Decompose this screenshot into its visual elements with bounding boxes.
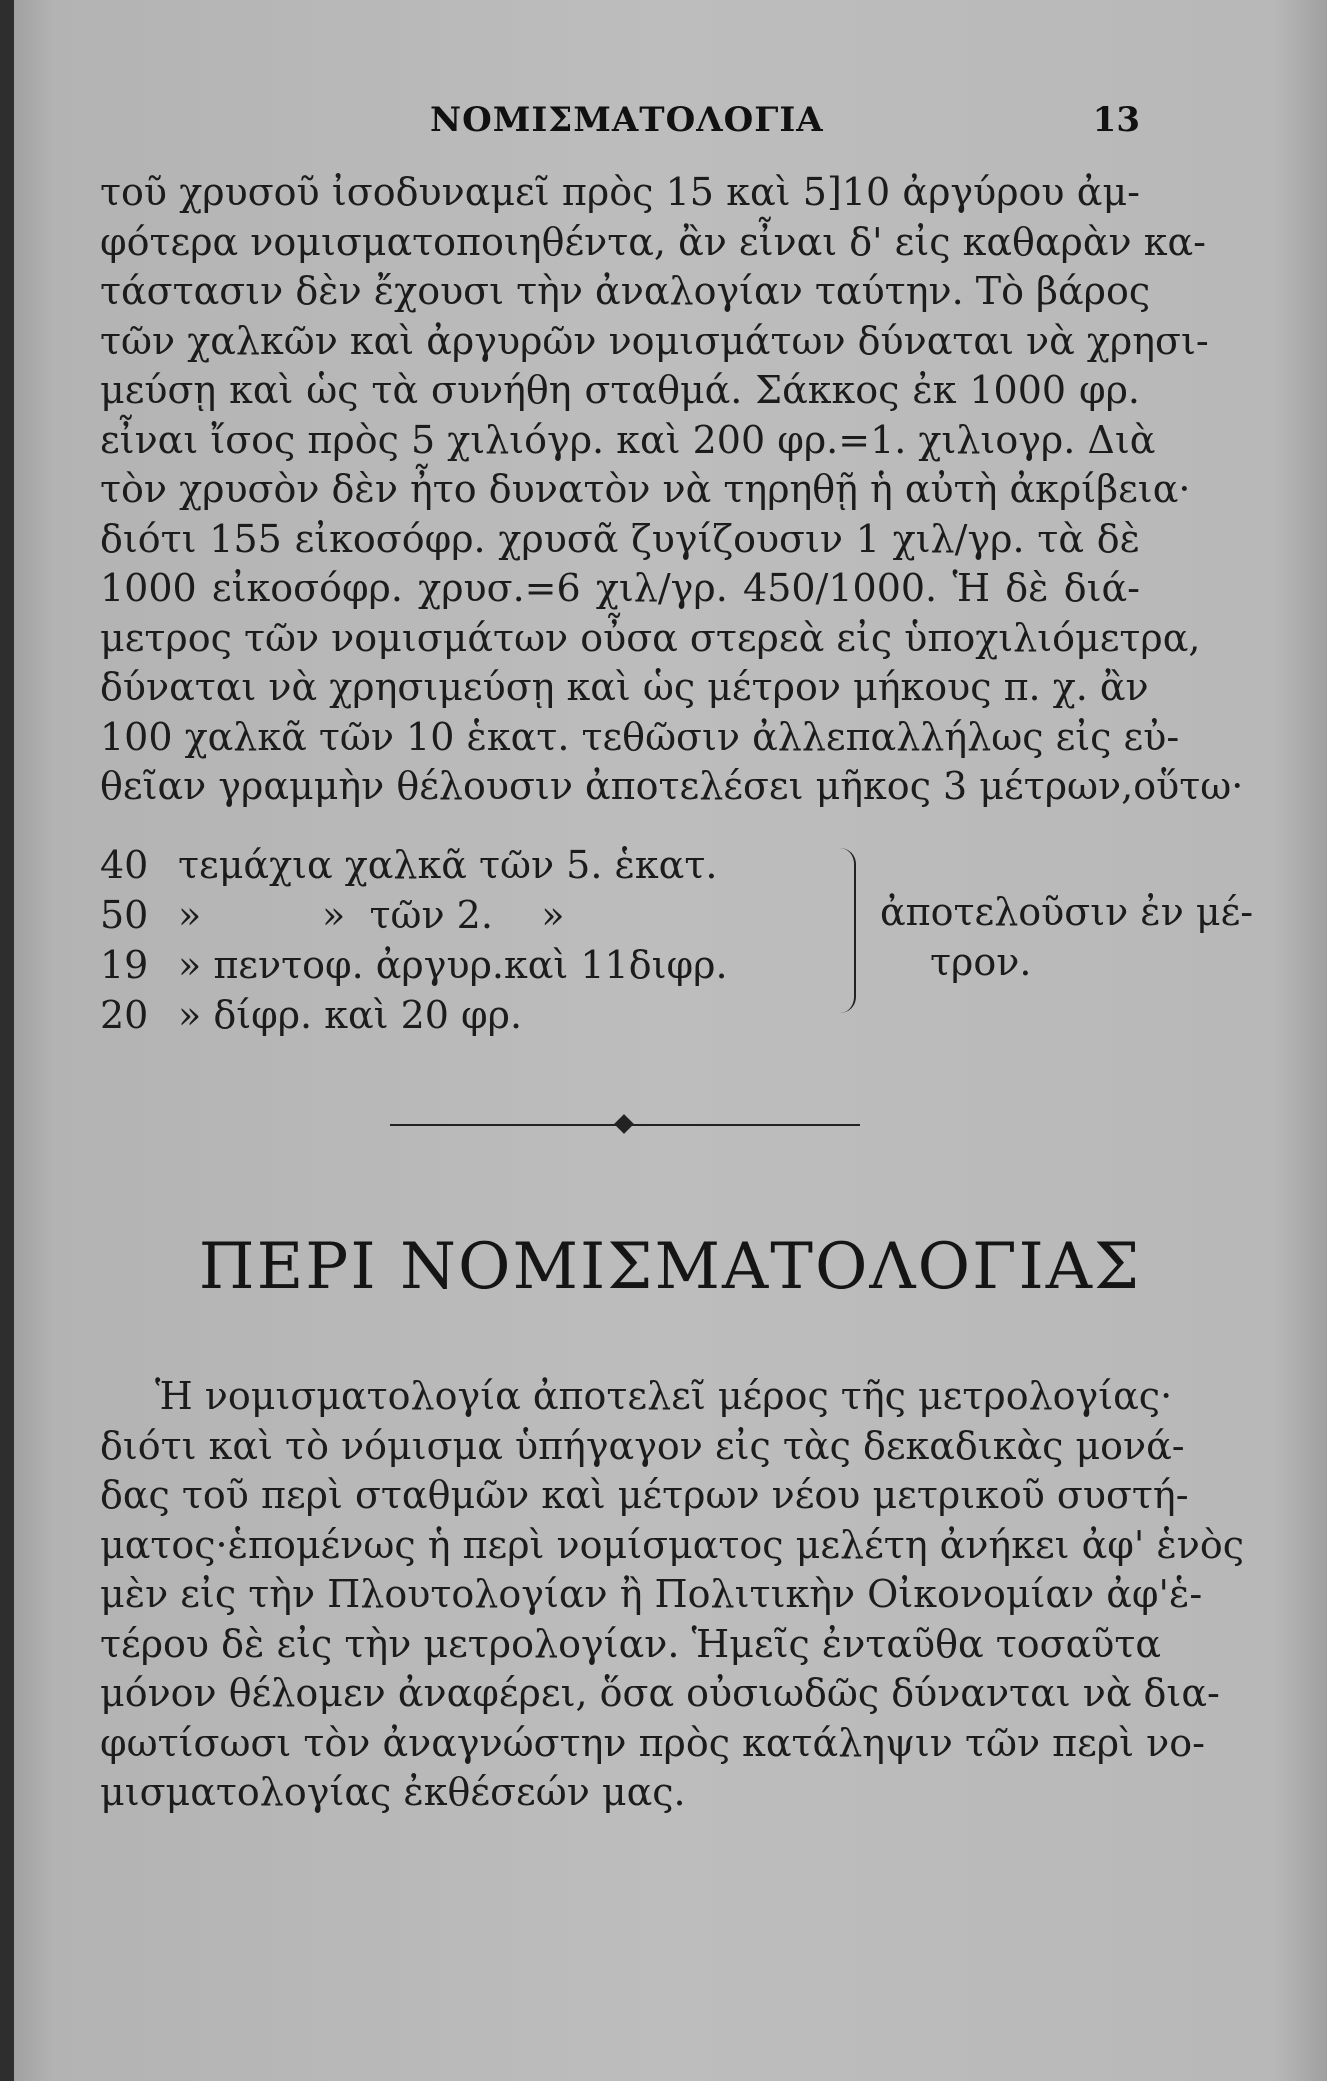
text-line: 1000 εἰκοσόφρ. χρυσ.=6 χιλ/γρ. 450/1000. Ἡ δὲ διά- <box>100 566 1140 610</box>
coin-count: 50 <box>100 893 149 937</box>
coin-description: » » τῶν 2. » <box>178 893 565 937</box>
text-line: διότι 155 εἰκοσόφρ. χρυσᾶ ζυγίζουσιν 1 χιλ/γρ. τὰ δὲ <box>100 516 1140 561</box>
brace-annotation: τρον. <box>930 940 1032 984</box>
text-line: τέρου δὲ εἰς τὴν μετρολογίαν. Ἡμεῖς ἐνταῦθα τοσαῦτα <box>100 1621 1162 1666</box>
coin-description: » πεντοφ. ἀργυρ.καὶ 11διφρ. <box>178 943 728 987</box>
page-edge-shadow <box>0 0 14 2081</box>
table-row <box>100 990 1150 1040</box>
grouping-brace <box>840 848 856 1013</box>
coin-description: τεμάχια χαλκᾶ τῶν 5. ἑκατ. <box>178 843 718 887</box>
text-line: εἶναι ἴσος πρὸς 5 χιλιόγρ. καὶ 200 φρ.=1. χιλιογρ. Διὰ <box>100 417 1156 462</box>
divider-ornament <box>614 1114 634 1134</box>
text-line: ματος·ἑπομένως ἡ περὶ νομίσματος μελέτη ἀνήκει ἀφ' ἑνὸς <box>100 1522 1245 1567</box>
text-line: δας τοῦ περὶ σταθμῶν καὶ μέτρων νέου μετρικοῦ συστή- <box>100 1473 1189 1517</box>
text-line: μετρος τῶν νομισμάτων οὖσα στερεὰ εἰς ὑποχιλιόμετρα, <box>100 615 1201 660</box>
text-line: διότι καὶ τὸ νόμισμα ὑπήγαγον εἰς τὰς δεκαδικὰς μονά- <box>100 1423 1185 1468</box>
text-line: θεῖαν γραμμὴν θέλουσιν ἀποτελέσει μῆκος 3 μέτρων,οὕτω· <box>100 764 1244 808</box>
brace-annotation: ἀποτελοῦσιν ἐν μέ- <box>880 890 1254 934</box>
text-line: Ἡ νομισματολογία ἀποτελεῖ μέρος τῆς μετρολογίας· <box>155 1374 1173 1418</box>
text-line: τοῦ χρυσοῦ ἰσοδυναμεῖ πρὸς 15 καὶ 5]10 ἀργύρου ἀμ- <box>100 170 1140 214</box>
text-line: φωτίσωσι τὸν ἀναγνώστην πρὸς κατάληψιν τῶν περὶ νο- <box>100 1720 1205 1765</box>
text-line: 100 χαλκᾶ τῶν 10 ἑκατ. τεθῶσιν ἀλλεπαλλήλως εἰς εὐ- <box>100 714 1180 759</box>
continued-paragraph <box>100 168 1244 812</box>
text-line: μισματολογίας ἐκθέσεών μας. <box>100 1770 686 1814</box>
text-line: μὲν εἰς τὴν Πλουτολογίαν ἢ Πολιτικὴν Οἰκονομίαν ἀφ'ἑ- <box>100 1572 1203 1616</box>
text-line: φότερα νομισματοποιηθέντα, ἂν εἶναι δ' εἰς καθαρὰν κα- <box>100 219 1206 264</box>
text-line: μόνον θέλομεν ἀναφέρει, ὅσα οὐσιωδῶς δύνανται νὰ δια- <box>100 1671 1220 1715</box>
coin-count: 20 <box>100 993 149 1037</box>
coin-length-table <box>100 840 1254 1040</box>
running-head: ΝΟΜΙΣΜΑΤΟΛΟΓΙΑ <box>430 100 824 140</box>
text-line: μεύσῃ καὶ ὡς τὰ συνήθη σταθμά. Σάκκος ἐκ 1000 φρ. <box>100 368 1140 412</box>
section-title: ΠΕΡΙ ΝΟΜΙΣΜΑΤΟΛΟΓΙΑΣ <box>198 1230 1142 1304</box>
text-line: τὸν χρυσὸν δὲν ἦτο δυνατὸν νὰ τηρηθῇ ἡ αὐτὴ ἀκρίβεια· <box>100 467 1191 511</box>
coin-count: 40 <box>100 843 149 887</box>
text-line: τῶν χαλκῶν καὶ ἀργυρῶν νομισμάτων δύναται νὰ χρησι- <box>100 318 1209 363</box>
text-line: δύναται νὰ χρησιμεύσῃ καὶ ὡς μέτρον μήκους π. χ. ἂν <box>100 665 1149 709</box>
table-row <box>100 840 1150 890</box>
section-paragraph <box>100 1372 1245 1818</box>
coin-description: » δίφρ. καὶ 20 φρ. <box>178 993 523 1037</box>
text-line: τάστασιν δὲν ἔχουσι τὴν ἀναλογίαν ταύτην. Τὸ βάρος <box>100 269 1151 313</box>
page-number: 13 <box>1092 100 1140 140</box>
coin-count: 19 <box>100 943 149 987</box>
page-header <box>100 100 1140 150</box>
